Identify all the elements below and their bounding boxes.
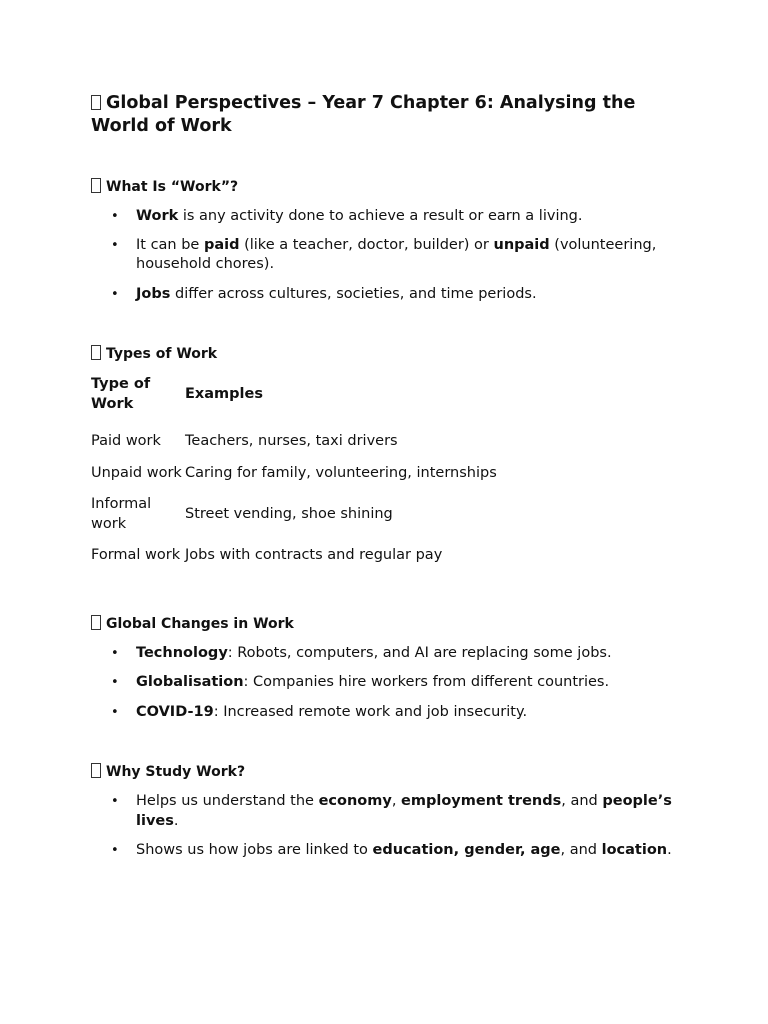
list-item: • Globalisation: Companies hire workers from different countries. [91, 673, 691, 693]
table-row [91, 458, 497, 490]
list-item: • Technology: Robots, computers, and AI are replacing some jobs. [91, 644, 691, 664]
table-cell: Formal work [91, 547, 181, 563]
list-item: • It can be paid (like a teacher, doctor, builder) or unpaid (volunteering, household chores). [91, 236, 691, 275]
missing-glyph-icon [91, 345, 101, 360]
missing-glyph-icon [91, 95, 101, 110]
section-heading-why-study-work: Why Study Work? [91, 763, 691, 781]
table-cell: Teachers, nurses, taxi drivers [185, 433, 398, 449]
list-item: • Work is any activity done to achieve a result or earn a living. [91, 207, 691, 227]
column-header-type: Type of Work [91, 376, 151, 412]
section-heading-global-changes: Global Changes in Work [91, 615, 691, 633]
missing-glyph-icon [91, 763, 101, 778]
section-heading-what-is-work: What Is “Work”? [91, 178, 691, 196]
types-of-work-table [91, 369, 497, 572]
what-is-work-list [91, 207, 691, 304]
why-study-work-list [91, 792, 691, 861]
table-header-row [91, 369, 497, 420]
section-heading-types-of-work: Types of Work [91, 345, 691, 363]
table-cell: Paid work [91, 433, 161, 449]
column-header-examples: Examples [185, 385, 263, 402]
missing-glyph-icon [91, 615, 101, 630]
page-title [91, 92, 691, 138]
global-changes-list [91, 644, 691, 723]
table-cell: Jobs with contracts and regular pay [185, 547, 443, 563]
table-cell: Street vending, shoe shining [185, 505, 393, 522]
table-cell: Informal work [91, 496, 152, 532]
list-item: • COVID-19: Increased remote work and job insecurity. [91, 703, 691, 723]
list-item: • Jobs differ across cultures, societies, and time periods. [91, 285, 691, 305]
table-row [91, 489, 497, 540]
list-item: • Helps us understand the economy, employment trends, and people’s lives. [91, 792, 691, 831]
table-cell: Unpaid work [91, 464, 182, 481]
table-cell: Caring for family, volunteering, internships [185, 464, 497, 481]
document [91, 92, 691, 861]
missing-glyph-icon [91, 178, 101, 193]
list-item: • Shows us how jobs are linked to education, gender, age, and location. [91, 841, 691, 861]
title-text: Global Perspectives – Year 7 Chapter 6: Analysing the World of Work [91, 93, 636, 136]
table-row [91, 420, 497, 458]
table-row [91, 540, 497, 572]
